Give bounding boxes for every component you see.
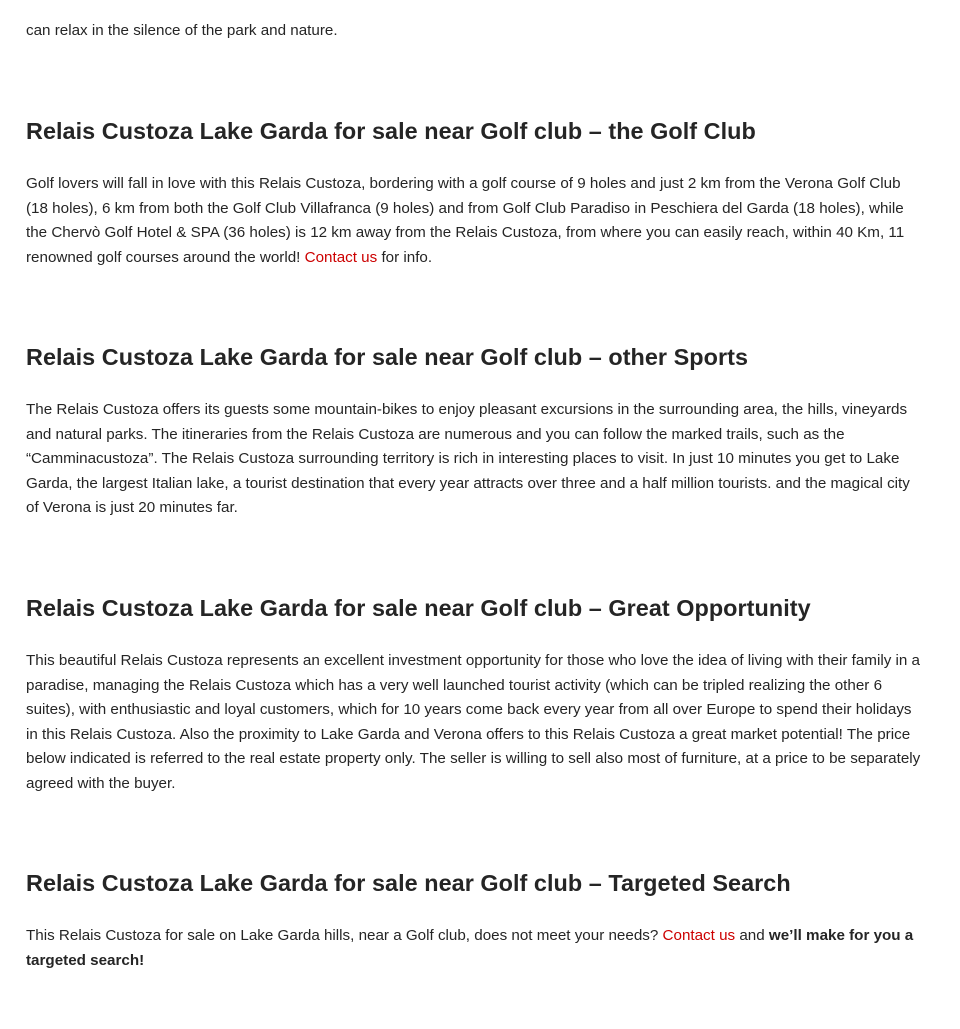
search-text-middle: and: [735, 927, 769, 944]
paragraph-great-opportunity: This beautiful Relais Custoza represents an excellent investment opportunity for those who love the idea of living with their family in a paradise, managing the Relais Custoza which has a very well launched tourist activity (which can be tripled realizing the other 6 suites), with enthusiastic and loyal customers, which for 10 years come back every year from all over Europe to spend their holidays in this Relais Custoza. Also the proximity to Lake Garda and Verona offers to this Relais Custoza a great market potential! The price below indicated is referred to the real estate property only. The seller is willing to sell also most of furniture, at a price to be separately agreed with the buyer.: [26, 652, 921, 792]
heading-golf-club: Relais Custoza Lake Garda for sale near Golf club – the Golf Club: [26, 118, 756, 144]
contact-us-link-search[interactable]: Contact us: [662, 927, 736, 944]
heading-other-sports: Relais Custoza Lake Garda for sale near Golf club – other Sports: [26, 344, 749, 370]
search-text-bold: we’ll make for you a targeted search!: [26, 927, 914, 969]
search-text: This Relais Custoza for sale on Lake Garda hills, near a Golf club, does not meet your needs?: [26, 927, 663, 944]
golf-text: Golf lovers will fall in love with this Relais Custoza, bordering with a golf course of 9 holes and just 2 km from the Verona Golf Club (18 holes), 6 km from both the Golf Club Villafranca (9 holes) and from Golf Club Paradiso in Peschiera del Garda (18 holes), while the Chervò Golf Hotel & SPA (36 holes) is 12 km away from the Relais Custoza, from where you can easily reach, within 40 Km, 11 renowned golf courses around the world!: [26, 175, 905, 266]
intro-paragraph: can relax in the silence of the park and nature.: [26, 22, 338, 39]
golf-text-end: for info.: [377, 248, 433, 266]
paragraph-golf-club: [26, 172, 921, 270]
paragraph-targeted-search: [26, 924, 921, 973]
paragraph-other-sports: The Relais Custoza offers its guests some mountain-bikes to enjoy pleasant excursions in the surrounding area, the hills, vineyards and natural parks. The itineraries from the Relais Custoza are numerous and you can follow the marked trails, such as the “Camminacustoza”. The Relais Custoza surrounding territory is rich in interesting places to visit. In just 10 minutes you get to Lake Garda, the largest Italian lake, a tourist destination that every year attracts over three and a half million tourists. and the magical city of Verona is just 20 minutes far.: [26, 401, 910, 517]
heading-great-opportunity: Relais Custoza Lake Garda for sale near Golf club – Great Opportunity: [26, 595, 811, 621]
contact-us-link-golf[interactable]: Contact us: [304, 248, 378, 266]
heading-targeted-search: Relais Custoza Lake Garda for sale near Golf club – Targeted Search: [26, 870, 791, 896]
